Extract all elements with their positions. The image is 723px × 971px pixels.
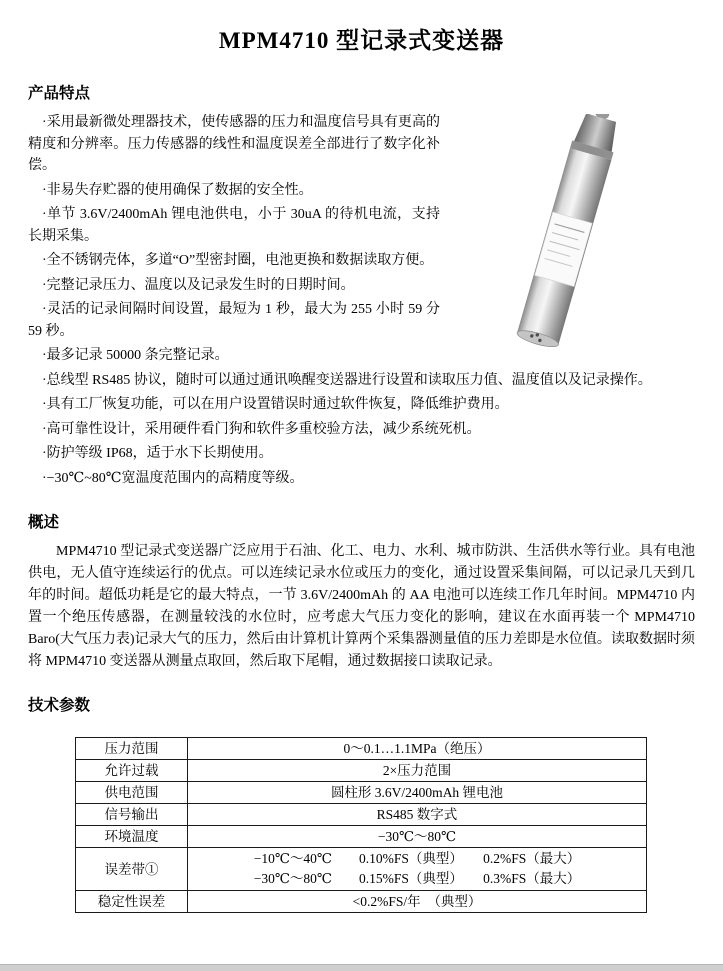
product-photo: [450, 114, 695, 349]
section-features: [28, 81, 695, 489]
overview-paragraph: MPM4710 型记录式变送器广泛应用于石油、化工、电力、水利、城市防洪、生活供水等行业。具有电池供电，无人值守连续运行的优点。可以连续记录水位或压力的变化，通过设置采集间隔，可以记录几天到几年的时间。超低功耗是它的最大特点，一节 3.6V/2400mAh 的 AA 电池可以连续工作几年时间。MPM4710 内置一个绝压传感器，在测量较浅的水位时，应考虑大气压力变化的影响，建议在水面再装一个 MPM4710 Baro(大气压力表)记录大气的压力，然后由计算机计算两个采集器测量值的压力差即是水位值。读取数据时须将 MPM4710 变送器从测量点取回，然后取下尾帽，通过数据接口读取记录。: [28, 544, 695, 669]
page-title: MPM4710 型记录式变送器: [218, 28, 505, 53]
table-row: [76, 891, 647, 913]
page-bottom-edge: [0, 964, 723, 971]
section-heading-overview: 概述: [28, 514, 60, 531]
spec-value: RS485 数字式: [188, 804, 647, 826]
transmitter-image: [450, 114, 695, 349]
feature-item: ·单节 3.6V/2400mAh 锂电池供电，小于 30uA 的待机电流，支持长期采集。: [28, 207, 440, 244]
specs-table: [75, 737, 647, 913]
spec-value: 圆柱形 3.6V/2400mAh 锂电池: [188, 782, 647, 804]
spec-value: <0.2%FS/年 （典型）: [188, 891, 647, 913]
feature-item: ·采用最新微处理器技术，使传感器的压力和温度信号具有更高的精度和分辨率。压力传感器的线性和温度误差全部进行了数字化补偿。: [28, 115, 440, 173]
section-heading-features: 产品特点: [28, 85, 91, 102]
spec-label: 信号输出: [76, 804, 188, 826]
feature-item: ·全不锈钢壳体，多道“O”型密封圈，电池更换和数据读取方便。: [42, 253, 434, 268]
spec-value: −30℃～80℃: [188, 826, 647, 848]
section-overview: [28, 492, 695, 673]
table-row: [76, 826, 647, 848]
table-row: [76, 738, 647, 760]
spec-value: [188, 848, 647, 891]
feature-item: ·最多记录 50000 条完整记录。: [42, 348, 229, 363]
feature-item: ·完整记录压力、温度以及记录发生时的日期时间。: [42, 277, 355, 293]
feature-item: ·防护等级 IP68，适于水下长期使用。: [42, 446, 273, 461]
feature-item: ·具有工厂恢复功能，可以在用户设置错误时通过软件恢复，降低维护费用。: [42, 397, 509, 412]
table-row: [76, 848, 647, 891]
error-band-line-1: −10℃～40℃ 0.10%FS（典型） 0.2%FS（最大）: [253, 851, 581, 866]
spec-label: 误差带①: [76, 848, 188, 891]
table-row: [76, 782, 647, 804]
table-row: [76, 804, 647, 826]
section-specs: [28, 673, 695, 913]
spec-label: 压力范围: [76, 738, 188, 760]
section-heading-specs: 技术参数: [28, 697, 91, 714]
spec-value: 0～0.1…1.1MPa（绝压）: [188, 738, 647, 760]
spec-label: 稳定性误差: [76, 891, 188, 913]
feature-item: ·高可靠性设计，采用硬件看门狗和软件多重校验方法，减少系统死机。: [42, 421, 481, 437]
feature-item: ·总线型 RS485 协议，随时可以通过通讯唤醒变送器进行设置和读取压力值、温度值以及记录操作。: [42, 372, 652, 388]
error-band-line-2: −30℃～80℃ 0.15%FS（典型） 0.3%FS（最大）: [253, 871, 581, 886]
spec-label: 供电范围: [76, 782, 188, 804]
table-row: [76, 760, 647, 782]
feature-item: ·−30℃~80℃宽温度范围内的高精度等级。: [42, 470, 304, 486]
spec-label: 允许过载: [76, 760, 188, 782]
feature-item: ·非易失存贮器的使用确保了数据的安全性。: [42, 182, 313, 198]
feature-item: ·灵活的记录间隔时间设置，最短为 1 秒，最大为 255 小时 59 分 59 秒。: [28, 302, 440, 339]
spec-value: 2×压力范围: [188, 760, 647, 782]
spec-label: 环境温度: [76, 826, 188, 848]
